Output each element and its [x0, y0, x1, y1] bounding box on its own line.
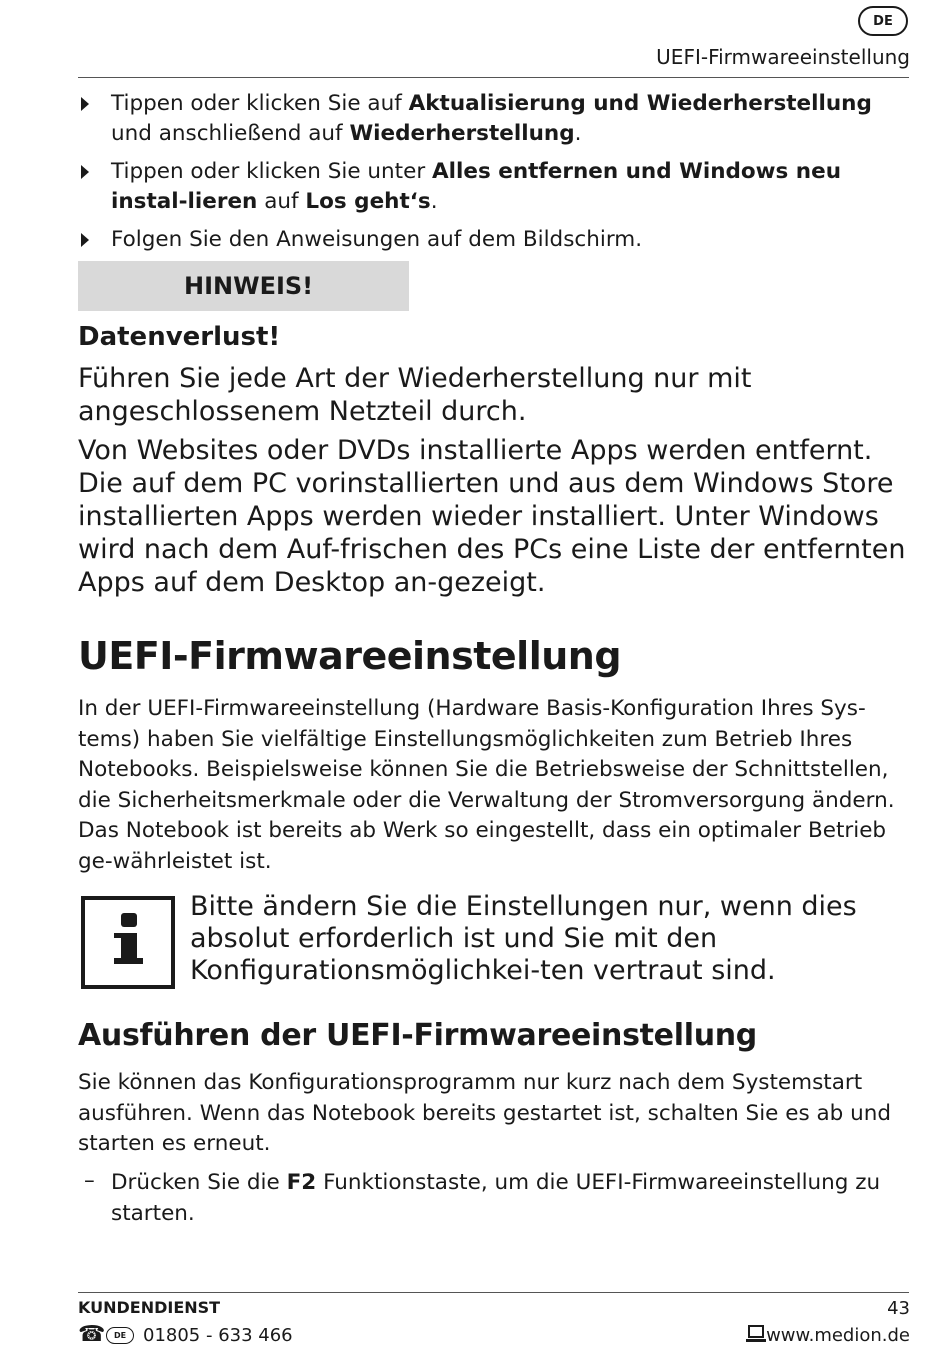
step-item: [78, 89, 909, 149]
info-icon-stem: [121, 933, 137, 961]
subsection-text: Sie können das Konfigurationsprogramm nur kurz nach dem Systemstart ausführen. Wenn das Notebook bereits gestartet ist, schalten Sie es ab und starten es erneut.: [78, 1070, 892, 1157]
info-icon-base: [114, 958, 143, 964]
dash-step-item: [78, 1168, 909, 1229]
notice-heading: Datenverlust!: [78, 322, 281, 352]
notice-label: HINWEIS!: [184, 272, 314, 300]
website-link[interactable]: www.medion.de: [766, 1325, 910, 1346]
page-number: 43: [887, 1298, 910, 1319]
step-item: [78, 225, 909, 255]
dash-bullet: –: [84, 1168, 95, 1193]
notice-label-box: [78, 261, 409, 311]
footer-label: KUNDENDIENST: [78, 1298, 221, 1317]
text-run: Drücken Sie die: [111, 1170, 287, 1195]
bold-term: F2: [286, 1170, 317, 1195]
step-list: [78, 89, 909, 263]
step-item: [78, 157, 909, 217]
bold-term: Aktualisierung und Wiederherstellung: [408, 91, 872, 116]
bold-term: Wiederherstellung: [349, 121, 575, 146]
telephone-icon: ☎: [78, 1322, 106, 1347]
text-run: auf: [257, 189, 306, 214]
text-run: Tippen oder klicken Sie auf: [111, 91, 409, 116]
text-run: und anschließend auf: [111, 121, 350, 146]
subsection-title: Ausführen der UEFI-Firmwareeinstellung: [78, 1018, 757, 1053]
info-icon-dot: [121, 913, 137, 927]
bold-term: Los geht‘s: [305, 189, 431, 214]
notice-paragraph: Von Websites oder DVDs installierte Apps werden entfernt. Die auf dem PC vorinstallierten und aus dem Windows Store installierten Apps werden wieder installiert. Unter Windows wird nach dem Auf-frischen des PCs eine Liste der entfernten Apps auf dem Desktop an-gezeigt.: [78, 435, 906, 598]
running-header-title: UEFI-Firmwareeinstellung: [656, 45, 910, 69]
text-run: .: [574, 121, 582, 146]
text-run: .: [430, 189, 438, 214]
bold-term: Alles entfernen und Windows neu instal-lieren: [111, 159, 842, 214]
section-intro: In der UEFI-Firmwareeinstellung (Hardware Basis-Konfiguration Ihres Sys-tems) haben Sie vielfältige Einstellungsmöglichkeiten zum Betrieb Ihres Notebooks. Beispielsweise können Sie die Betriebsweise der Schnittstellen, die Sicherheitsmerkmale oder die Verwaltung der Stromversorgung ändern. Das Notebook ist bereits ab Werk so eingestellt, dass ein optimaler Betrieb ge-währleistet ist.: [78, 696, 895, 874]
dash-step-text: [78, 1168, 909, 1229]
footer-divider: [78, 1292, 909, 1293]
header-divider: [78, 77, 909, 78]
text-run: Funktionstaste, um die UEFI-Firmwareeinstellung zu starten.: [111, 1170, 881, 1226]
step-text: [111, 159, 841, 214]
notice-paragraph: Führen Sie jede Art der Wiederherstellung nur mit angeschlossenem Netzteil durch.: [78, 363, 752, 427]
hotline-number: 01805 - 633 466: [143, 1325, 293, 1346]
step-text: [111, 227, 642, 252]
language-badge: DE: [858, 6, 908, 36]
bullet-triangle-icon: [81, 233, 89, 247]
text-run: Tippen oder klicken Sie unter: [111, 159, 432, 184]
step-text: [111, 91, 872, 146]
section-title: UEFI-Firmwareeinstellung: [78, 634, 622, 678]
info-note: Bitte ändern Sie die Einstellungen nur, wenn dies absolut erforderlich ist und Sie mit den Konfigurationsmöglichkei-ten vertraut sind.: [190, 891, 857, 986]
bullet-triangle-icon: [81, 97, 89, 111]
laptop-icon: [745, 1324, 767, 1344]
bullet-triangle-icon: [81, 165, 89, 179]
text-run: Folgen Sie den Anweisungen auf dem Bildschirm.: [111, 227, 643, 252]
phone-country-badge: DE: [106, 1327, 134, 1344]
